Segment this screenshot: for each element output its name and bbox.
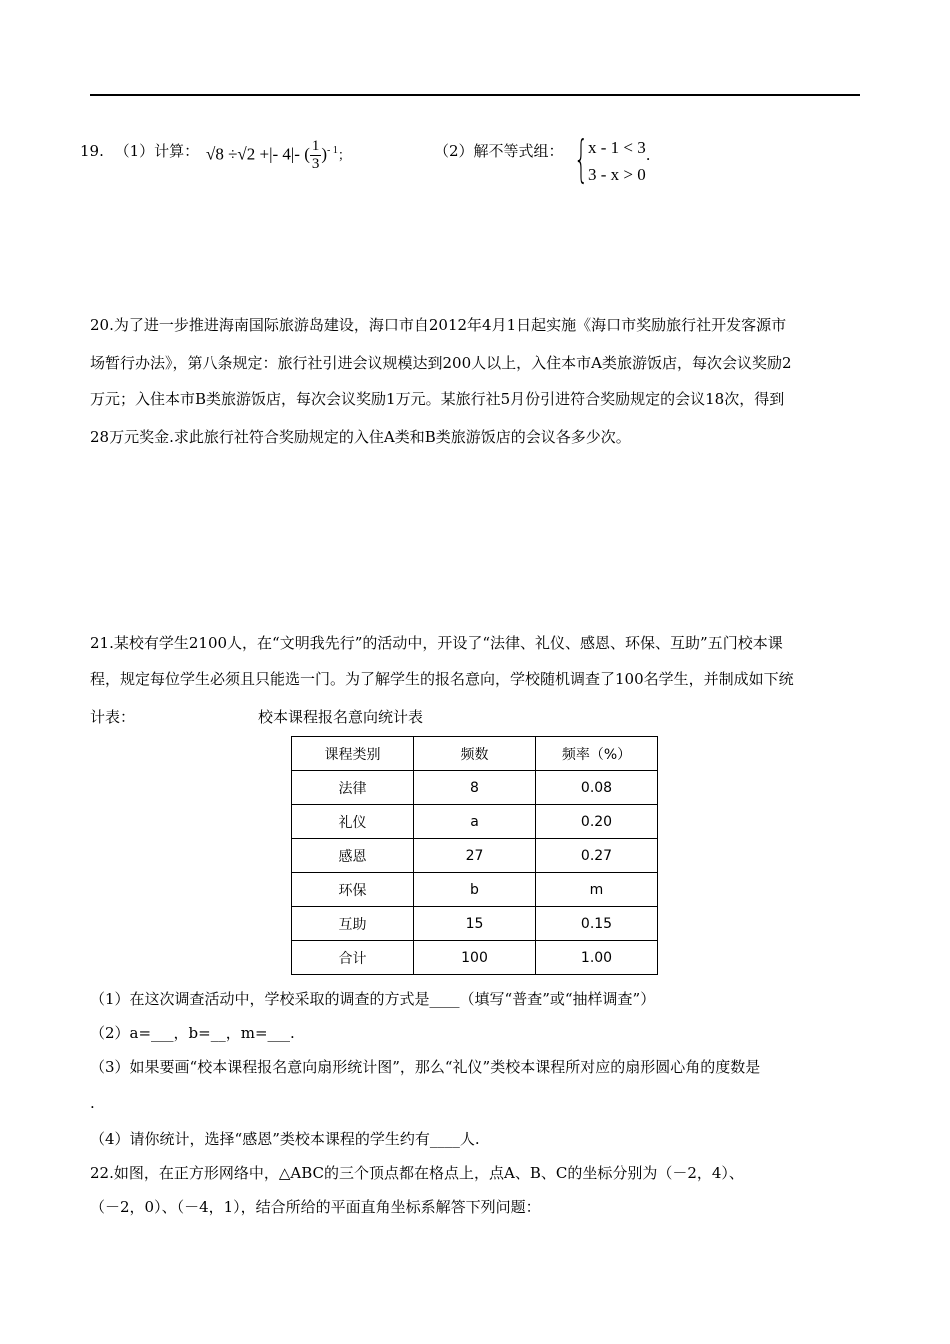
table-cell: a <box>414 805 536 839</box>
q19-part1 <box>80 140 199 161</box>
q19-part1-label: （1）计算： <box>114 142 200 160</box>
table-cell: 0.20 <box>536 805 658 839</box>
q21-sub2: （2）a=___，b=__，m=___. <box>90 1024 295 1042</box>
q21-line-1: 21.某校有学生2100人，在“文明我先行”的活动中，开设了“法律、礼仪、感恩、环保、互助”五门校本课 <box>90 634 783 652</box>
table-cell: 礼仪 <box>292 805 414 839</box>
q19-exponent: - 1 <box>327 144 338 156</box>
table-cell: m <box>536 873 658 907</box>
q19-semicolon: ； <box>337 147 351 163</box>
q21-sub4: （4）请你统计，选择“感恩”类校本课程的学生约有____人. <box>90 1130 480 1148</box>
q19-expr-b: ) <box>321 144 328 164</box>
q19-period: . <box>645 146 651 164</box>
table-cell: 1.00 <box>536 941 658 975</box>
table-cell: 0.08 <box>536 771 658 805</box>
q20-line-4: 28万元奖金.求此旅行社符合奖励规定的入住A类和B类旅游饭店的会议各多少次。 <box>90 428 631 446</box>
table-header-cell: 课程类别 <box>292 737 414 771</box>
q19-ineq1: x - 1 < 3 <box>588 138 646 157</box>
table-title: 校本课程报名意向统计表 <box>258 708 424 726</box>
q19-frac-den: 3 <box>311 156 320 172</box>
table-cell: 15 <box>414 907 536 941</box>
q19-expression <box>206 138 351 173</box>
q19-fraction <box>310 138 322 173</box>
q21-line-2: 程，规定每位学生必须且只能选一门。为了解学生的报名意向，学校随机调查了100名学生，并制成如下统 <box>90 670 794 688</box>
table-cell: 0.15 <box>536 907 658 941</box>
q19-inequalities <box>588 134 646 190</box>
q20-line-3: 万元；入住本市B类旅游饭店，每次会议奖励1万元。某旅行社5月份引进符合奖励规定的会议18次，得到 <box>90 390 785 408</box>
q19-number: 19. <box>80 142 104 160</box>
q21-sub3-tail: . <box>90 1094 95 1112</box>
table-row <box>292 941 658 975</box>
q20-line-1: 20.为了进一步推进海南国际旅游岛建设，海口市自2012年4月1日起实施《海口市奖励旅行社开发客源市 <box>90 316 787 334</box>
table-header-cell: 频率（%） <box>536 737 658 771</box>
q21-sub3: （3）如果要画“校本课程报名意向扇形统计图”，那么“礼仪”类校本课程所对应的扇形圆心角的度数是 <box>90 1058 761 1076</box>
table-cell: 法律 <box>292 771 414 805</box>
table-cell: 100 <box>414 941 536 975</box>
q21-sub1: （1）在这次调查活动中，学校采取的调查的方式是____（填写“普查”或“抽样调查”） <box>90 990 656 1008</box>
table-header-cell: 频数 <box>414 737 536 771</box>
table-header-row <box>292 737 658 771</box>
table-row <box>292 805 658 839</box>
table-cell: 互助 <box>292 907 414 941</box>
table-cell: 感恩 <box>292 839 414 873</box>
q20-line-2: 场暂行办法》，第八条规定：旅行社引进会议规模达到200人以上，入住本市A类旅游饭店，每次会议奖励2 <box>90 354 792 372</box>
q22-line-2: （－2，0）、（－4，1），结合所给的平面直角坐标系解答下列问题： <box>90 1198 541 1216</box>
header-rule <box>90 94 860 96</box>
table-cell: 环保 <box>292 873 414 907</box>
table-row <box>292 907 658 941</box>
q19-ineq2: 3 - x > 0 <box>588 165 646 184</box>
q19-part2-label: （2）解不等式组： <box>434 142 564 160</box>
table-row <box>292 771 658 805</box>
table-cell: 0.27 <box>536 839 658 873</box>
table-row <box>292 873 658 907</box>
q21-line-3: 计表： <box>90 708 136 726</box>
stat-table <box>291 736 658 975</box>
table-cell: 27 <box>414 839 536 873</box>
brace-icon: { <box>574 130 589 188</box>
table-row <box>292 839 658 873</box>
q22-line-1: 22.如图，在正方形网络中，△ABC的三个顶点都在格点上，点A、B、C的坐标分别为（－2，4）、 <box>90 1164 744 1182</box>
table-cell: b <box>414 873 536 907</box>
q19-expr-a: √8 ÷√2 +|- 4|- ( <box>206 144 310 164</box>
q19-inequality-system <box>574 130 651 190</box>
q19-frac-num: 1 <box>311 138 320 154</box>
table-cell: 8 <box>414 771 536 805</box>
table-cell: 合计 <box>292 941 414 975</box>
